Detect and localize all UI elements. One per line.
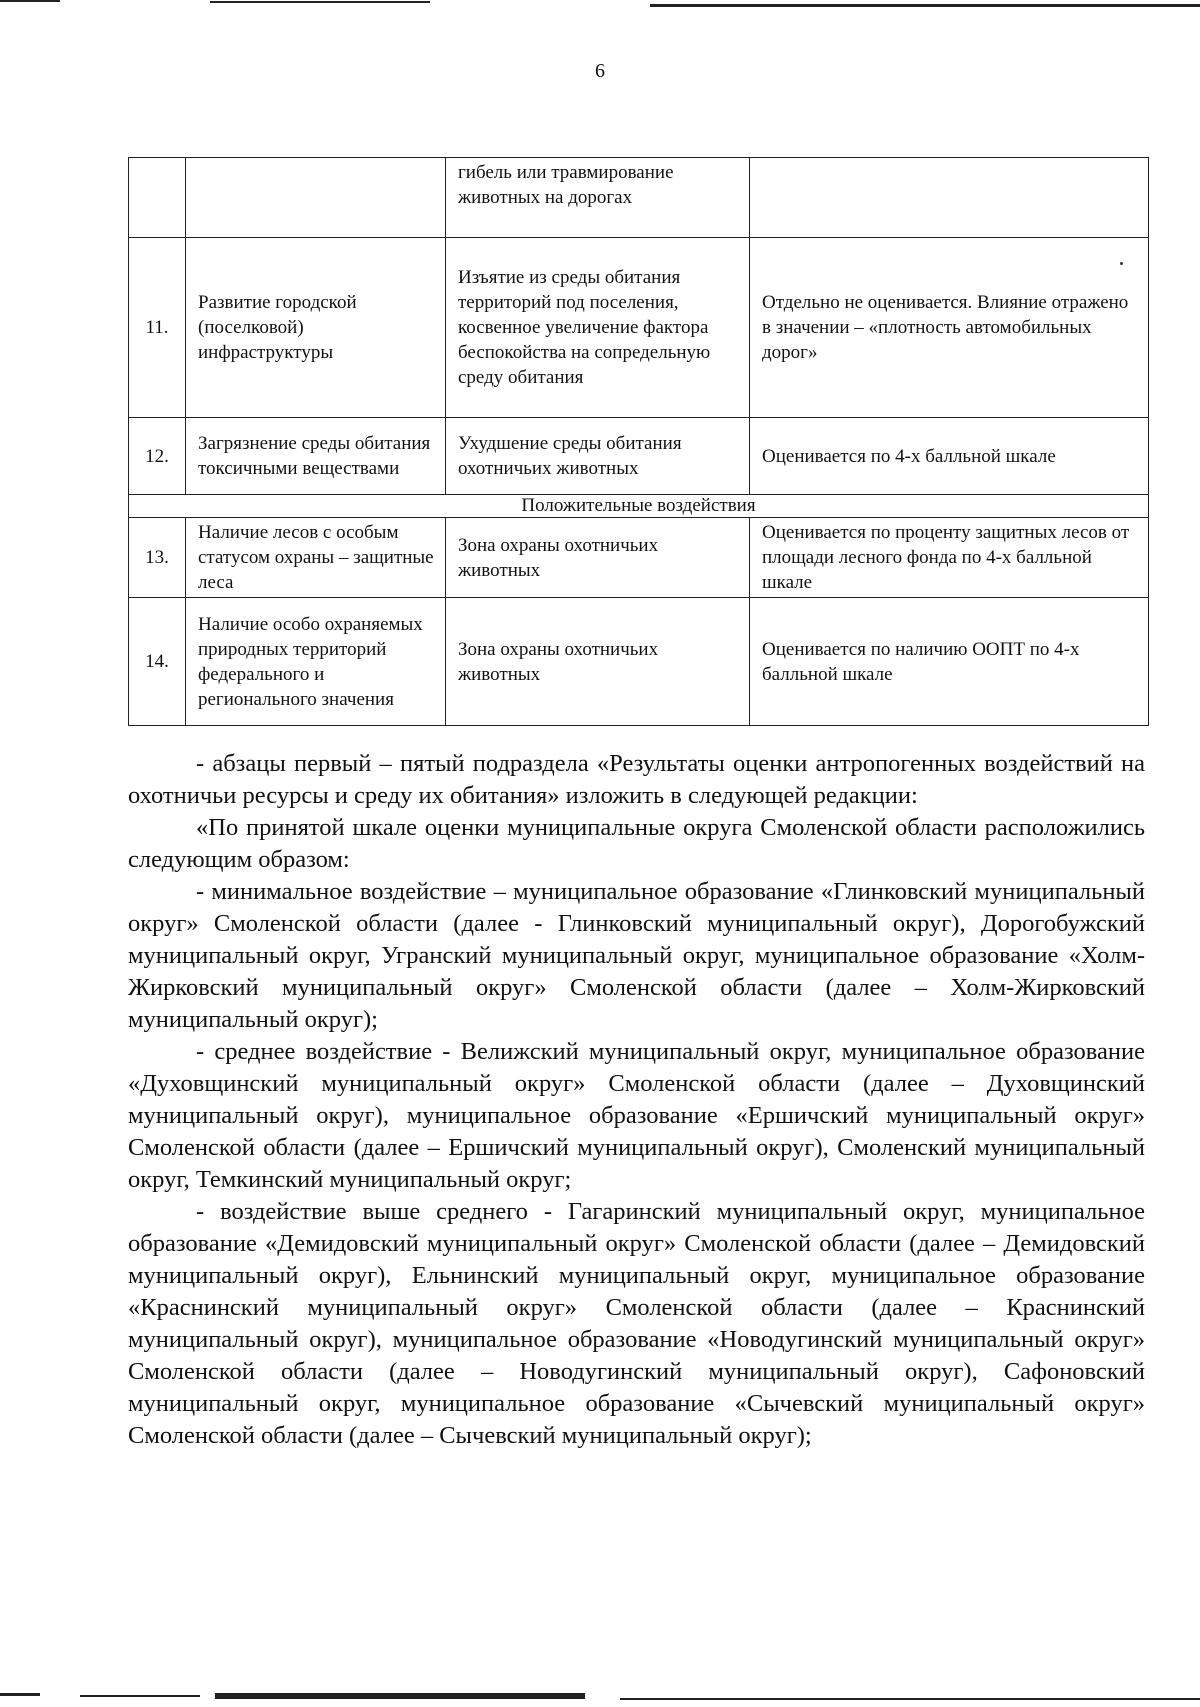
paragraph: «По принятой шкале оценки муниципальные округа Смоленской области расположились следующим образом: <box>128 814 1145 873</box>
cell-factor: Наличие особо охраняемых природных территорий федерального и регионального значения <box>186 598 446 726</box>
scan-line-bottom-right <box>620 1698 1200 1700</box>
table-section-row <box>129 495 1149 518</box>
scan-line-top-right <box>650 4 1200 7</box>
cell-assessment: Отдельно не оценивается. Влияние отражено в значении – «плотность автомобильных дорог» <box>750 238 1149 418</box>
cell-num: 11. <box>129 238 186 418</box>
paragraph: - среднее воздействие - Велижский муниципальный округ, муниципальное образование «Духовщинский муниципальный округ» Смоленской области (далее – Духовщинский муниципальный округ), муниципальное образование «Ершичский муниципальный округ» Смоленской области (далее – Ершичский муниципальный округ), Смоленский муниципальный округ, Темкинский муниципальный округ; <box>128 1038 1145 1193</box>
scan-line-bottom-mid <box>80 1695 200 1697</box>
cell-assessment: Оценивается по проценту защитных лесов от площади лесного фонда по 4-х балльной шкале <box>750 518 1149 598</box>
paragraph: - минимальное воздействие – муниципальное образование «Глинковский муниципальный округ» Смоленской области (далее - Глинковский муниципальный округ), Дорогобужский муниципальный округ, Угранский муниципальный округ, муниципальное образование «Холм-Жирковский муниципальный округ» Смоленской области (далее – Холм-Жирковский муниципальный округ); <box>128 878 1145 1033</box>
cell-assessment: Оценивается по наличию ООПТ по 4-х балльной шкале <box>750 598 1149 726</box>
cell-num: 14. <box>129 598 186 726</box>
scan-line-bottom-heavy <box>215 1693 585 1699</box>
cell-factor: Загрязнение среды обитания токсичными веществами <box>186 418 446 495</box>
impact-table <box>128 157 1149 726</box>
cell-assessment <box>750 158 1149 238</box>
cell-impact: Ухудшение среды обитания охотничьих животных <box>446 418 750 495</box>
cell-impact: Зона охраны охотничьих животных <box>446 598 750 726</box>
table-row <box>129 238 1149 418</box>
table-row <box>129 598 1149 726</box>
table-row <box>129 158 1149 238</box>
scan-line-bottom-left <box>0 1693 40 1696</box>
scan-speck <box>1120 262 1123 265</box>
paragraph: - воздействие выше среднего - Гагаринский муниципальный округ, муниципальное образование «Демидовский муниципальный округ» Смоленской области (далее – Демидовский муниципальный округ), Ельнинский муниципальный округ, муниципальное образование «Краснинский муниципальный округ» Смоленской области (далее – Краснинский муниципальный округ), муниципальное образование «Новодугинский муниципальный округ» Смоленской области (далее – Новодугинский муниципальный округ), Сафоновский муниципальный округ, муниципальное образование «Сычевский муниципальный округ» Смоленской области (далее – Сычевский муниципальный округ); <box>128 1198 1145 1449</box>
table-row <box>129 418 1149 495</box>
cell-factor <box>186 158 446 238</box>
scan-line-top-left <box>0 0 60 2</box>
cell-num <box>129 158 186 238</box>
cell-factor: Наличие лесов с особым статусом охраны – защитные леса <box>186 518 446 598</box>
cell-num: 12. <box>129 418 186 495</box>
cell-impact: Зона охраны охотничьих животных <box>446 518 750 598</box>
cell-impact: гибель или травмирование животных на дорогах <box>446 158 750 238</box>
paragraph: - абзацы первый – пятый подраздела «Результаты оценки антропогенных воздействий на охотничьи ресурсы и среду их обитания» изложить в следующей редакции: <box>128 750 1145 809</box>
cell-num: 13. <box>129 518 186 598</box>
page-number: 6 <box>595 60 605 82</box>
cell-factor: Развитие городской (поселковой) инфраструктуры <box>186 238 446 418</box>
body-text <box>128 748 1145 1452</box>
cell-assessment: Оценивается по 4-х балльной шкале <box>750 418 1149 495</box>
section-header: Положительные воздействия <box>129 495 1149 518</box>
table-row <box>129 518 1149 598</box>
scan-line-top-mid <box>210 1 430 3</box>
cell-impact: Изъятие из среды обитания территорий под поселения, косвенное увеличение фактора беспокойства на сопредельную среду обитания <box>446 238 750 418</box>
